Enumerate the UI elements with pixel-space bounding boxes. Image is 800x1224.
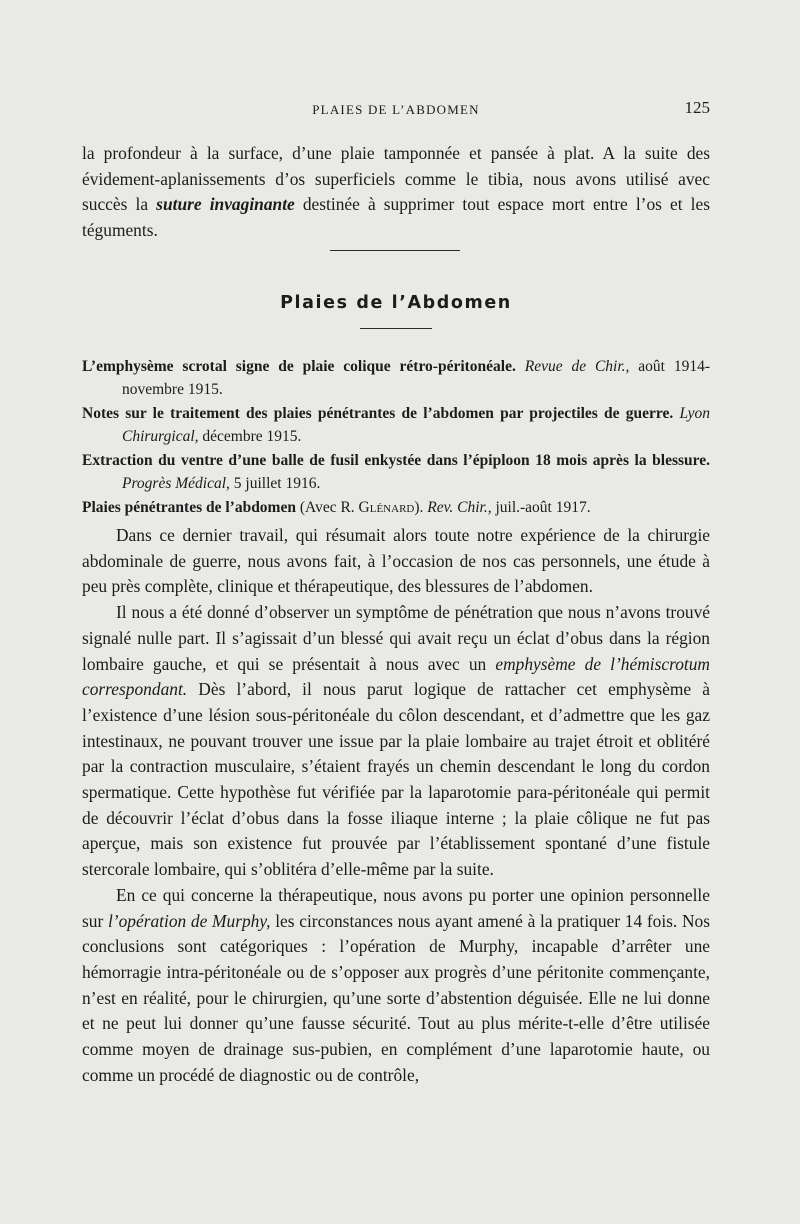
page-number: 125: [684, 98, 710, 117]
bib-date: juil.-août 1917.: [491, 499, 591, 516]
paragraph: [82, 883, 710, 1089]
bib-coauthor-suffix: ).: [414, 499, 428, 516]
paragraph-text: Il nous a été donné d’observer un symptôme de pénétration que nous n’avons trouvé signalé nulle part. Il s’agissait d’un blessé qui avait reçu un éclat d’obus dans la région lombaire gauche, et qui se présentait à nous avec un: [82, 602, 710, 674]
bib-source: Rev. Chir.,: [427, 499, 492, 516]
paragraph: [82, 600, 710, 883]
main-text: [82, 523, 710, 1088]
intro-text-end: destinée à supprimer tout espace mort entre l’os et les téguments.: [82, 194, 711, 241]
section-heading: Plaies de l’Abdomen: [280, 293, 512, 313]
paragraph-text: Dès l’abord, il nous parut logique de rattacher cet emphysème à l’existence d’une lésion sous-péritonéale du côlon descendant, et d’admettre que les gaz intestinaux, ne pouvant trouver une issue par la plaie lombaire au trajet étroit et oblitéré par la contraction musculaire, s’étaient frayés un chemin descendant le long du cordon spermatique. Cette hypothèse fut vérifiée par la laparotomie para-péritonéale qui permit de découvrir l’éclat d’obus dans la fosse iliaque interne ; la plaie côlique ne fut pas aperçue, mais son existence fut prouvée par l’établissement spontané d’une fistule stercorale lombaire, qui s’oblitéra d’elle-même par la suite.: [82, 679, 710, 880]
running-head: [82, 98, 710, 122]
bib-source: Revue de Chir.,: [524, 358, 630, 375]
bibliography-entry: [82, 449, 710, 495]
paragraph: Dans ce dernier travail, qui résumait alors toute notre expérience de la chirurgie abdominale de guerre, nous avons fait, à l’occasion de nos cas personnels, une étude à peu près complète, clinique et thérapeutique, des blessures de l’abdomen.: [82, 525, 710, 597]
bibliography-entry: [82, 355, 710, 401]
paragraph-text: En ce qui concerne la thérapeutique, nous avons pu porter une opinion personnelle sur: [82, 884, 710, 931]
bibliography-list: [82, 355, 710, 520]
heading-underline: [360, 328, 432, 329]
bib-coauthor: Glénard: [358, 499, 415, 516]
bib-date: décembre 1915.: [198, 428, 302, 445]
bib-title: Notes sur le traitement des plaies pénétrantes de l’abdomen par projectiles de guerre.: [82, 405, 674, 422]
bib-date: 5 juillet 1916.: [229, 475, 321, 492]
bib-date: août 1914-novembre 1915.: [122, 358, 710, 398]
intro-text-start: la profondeur à la surface, d’une plaie tamponnée et pansée à plat. A la suite des évidement-aplanissements d’os superficiels comme le tibia, nous avons utilisé avec succès la: [82, 143, 710, 215]
intro-emphasis: suture invaginante: [156, 194, 295, 215]
bib-source: Lyon Chirurgical,: [122, 405, 711, 445]
bib-coauthor-prefix: (Avec R.: [295, 499, 359, 516]
bibliography-entry: [82, 402, 710, 448]
paragraph-emphasis: emphysème de l’hémiscrotum correspondant.: [82, 653, 710, 700]
intro-paragraph: [82, 141, 710, 244]
bib-source: Progrès Médical,: [122, 475, 230, 492]
paragraph-text: les circonstances nous ayant amené à la pratiquer 14 fois. Nos conclusions sont catégoriques : l’opération de Murphy, incapable d’arrêter une hémorragie intra-péritonéale ou de s’opposer aux progrès d’une péritonite commençante, n’est en réalité, pour le chirurgien, qu’une sorte d’abstention déguisée. Elle ne lui donne et ne peut lui donner qu’une fausse sécurité. Tout au plus mérite-t-elle d’être utilisée comme moyen de drainage sus-pubien, en complément d’une laparotomie haute, ou comme un procédé de diagnostic ou de contrôle,: [82, 910, 711, 1085]
bib-title: Extraction du ventre d’une balle de fusil enkystée dans l’épiploon 18 mois après la blessure.: [82, 452, 710, 469]
separator-rule: [330, 250, 460, 251]
bib-title: Plaies pénétrantes de l’abdomen: [82, 499, 296, 516]
bib-title: L’emphysème scrotal signe de plaie colique rétro-péritonéale.: [82, 358, 516, 375]
running-title: PLAIES DE L’ABDOMEN: [312, 102, 480, 117]
paragraph-emphasis: l’opération de Murphy,: [107, 910, 271, 931]
bibliography-entry: [82, 496, 710, 519]
